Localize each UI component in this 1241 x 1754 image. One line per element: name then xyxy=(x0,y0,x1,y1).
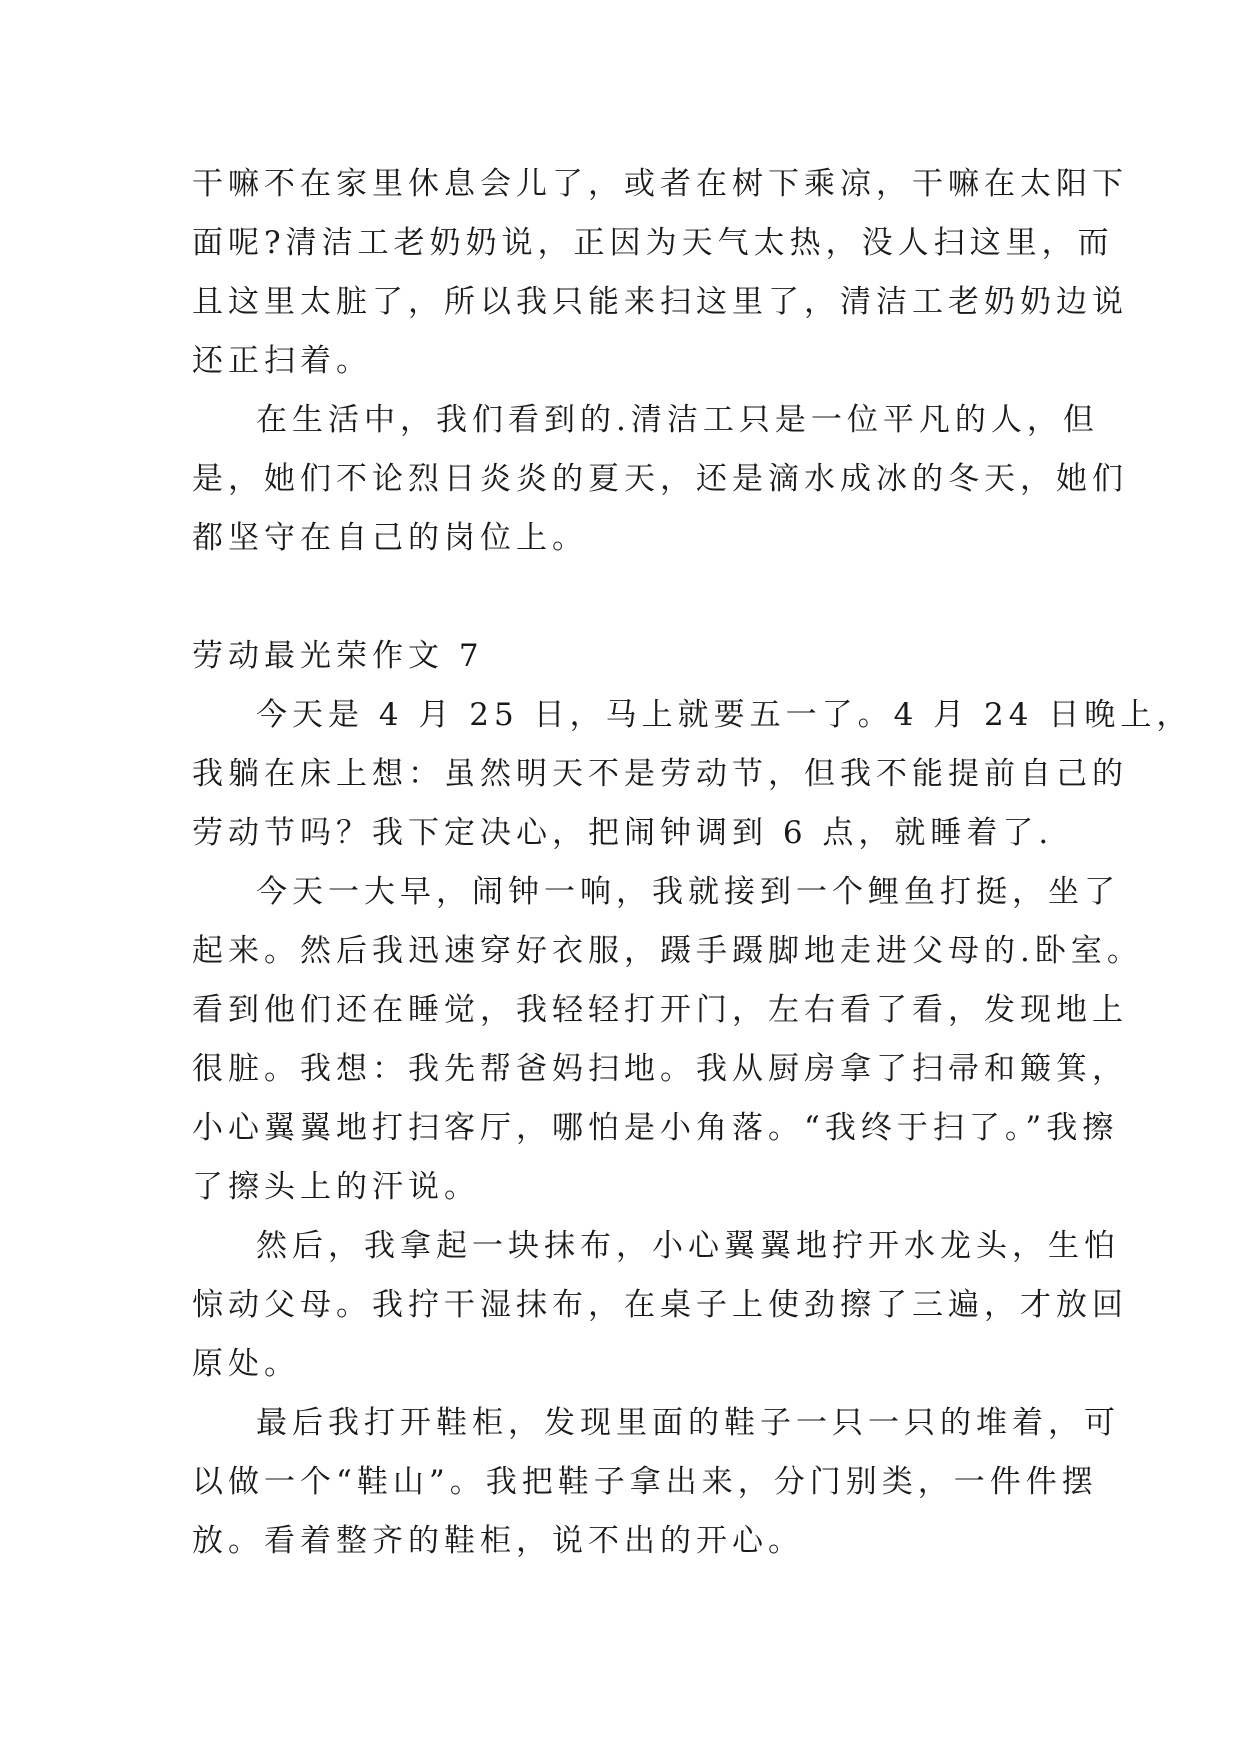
paragraph xyxy=(192,686,1193,863)
text-line: 且这里太脏了，所以我只能来扫这里了，清洁工老奶奶边说 xyxy=(192,284,1128,320)
text-line: 我躺在床上想：虽然明天不是劳动节，但我不能提前自己的 xyxy=(192,756,1128,792)
paragraph xyxy=(192,863,1143,1217)
text-line: 原处。 xyxy=(192,1346,300,1382)
paragraph xyxy=(192,1217,1128,1394)
text-line: 还正扫着。 xyxy=(192,343,372,379)
text-line: 起来。然后我迅速穿好衣服，蹑手蹑脚地走进父母的.卧室。 xyxy=(192,933,1143,969)
paragraph xyxy=(192,155,1128,391)
paragraph xyxy=(192,1394,1120,1571)
document-body xyxy=(192,155,1193,1571)
text-line: 小心翼翼地打扫客厅，哪怕是小角落。“我终于扫了。”我擦 xyxy=(192,1110,1119,1146)
text-line: 最后我打开鞋柜，发现里面的鞋子一只一只的堆着，可 xyxy=(256,1405,1120,1441)
section-gap xyxy=(192,568,1072,627)
text-line: 在生活中，我们看到的.清洁工只是一位平凡的人，但 xyxy=(256,402,1099,438)
text-line: 很脏。我想：我先帮爸妈扫地。我从厨房拿了扫帚和簸箕， xyxy=(192,1051,1128,1087)
text-line: 面呢?清洁工老奶奶说，正因为天气太热，没人扫这里，而 xyxy=(192,225,1114,261)
text-line: 今天一大早，闹钟一响，我就接到一个鲤鱼打挺，坐了 xyxy=(256,874,1120,910)
text-line: 都坚守在自己的岗位上。 xyxy=(192,520,588,556)
text-line: 以做一个“鞋山”。我把鞋子拿出来，分门别类，一件件摆 xyxy=(192,1464,1098,1500)
text-line: 看到他们还在睡觉，我轻轻打开门，左右看了看，发现地上 xyxy=(192,992,1128,1028)
text-line: 劳动节吗？我下定决心，把闹钟调到 6 点，就睡着了. xyxy=(192,815,1054,851)
text-line: 放。看着整齐的鞋柜，说不出的开心。 xyxy=(192,1523,804,1559)
text-line: 了擦头上的汗说。 xyxy=(192,1169,480,1205)
text-line: 然后，我拿起一块抹布，小心翼翼地拧开水龙头，生怕 xyxy=(256,1228,1120,1264)
text-line: 是，她们不论烈日炎炎的夏天，还是滴水成冰的冬天，她们 xyxy=(192,461,1128,497)
paragraph xyxy=(192,391,1128,568)
text-line: 干嘛不在家里休息会儿了，或者在树下乘凉，干嘛在太阳下 xyxy=(192,166,1128,202)
text-line: 惊动父母。我拧干湿抹布，在桌子上使劲擦了三遍，才放回 xyxy=(192,1287,1128,1323)
section-title: 劳动最光荣作文 7 xyxy=(192,638,484,674)
text-line: 今天是 4 月 25 日，马上就要五一了。4 月 24 日晚上， xyxy=(256,697,1193,733)
